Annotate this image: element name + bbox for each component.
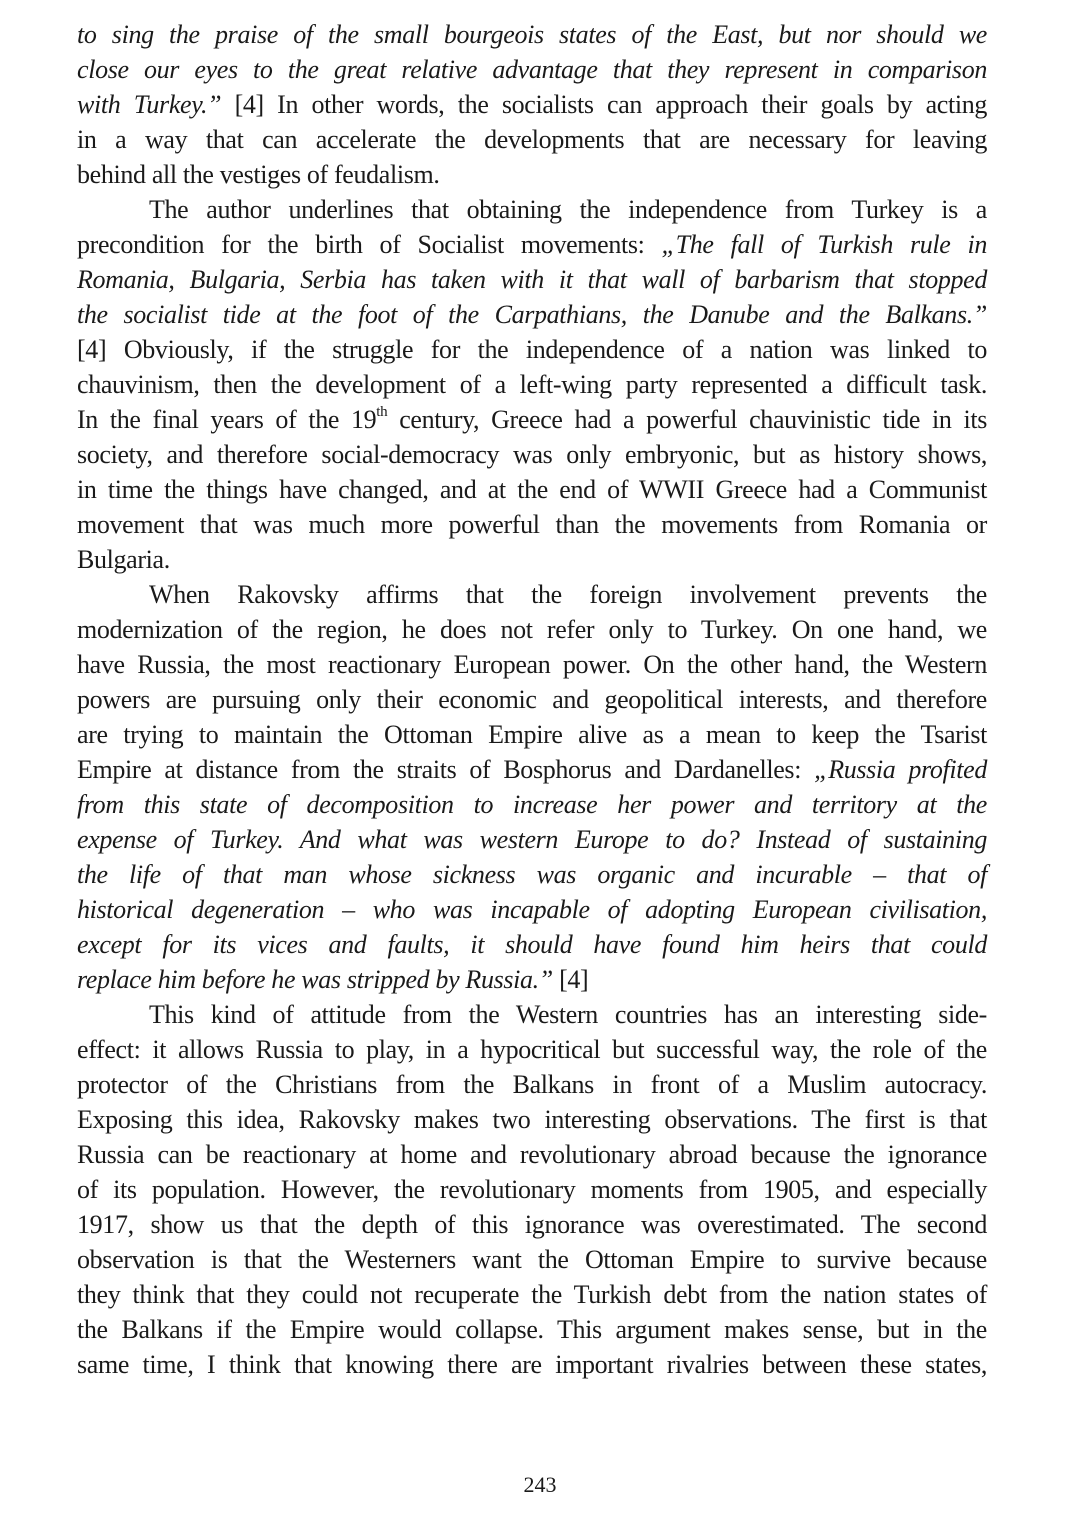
text-line: [77, 1277, 987, 1312]
quoted-italic-text: close our eyes to the great relative advantage that they represent in comparison: [77, 55, 987, 84]
text-line: [77, 227, 987, 262]
text-line: [77, 1032, 987, 1067]
line-content: [77, 1350, 987, 1379]
page-number: 243: [523, 1472, 557, 1497]
text-line: [77, 402, 987, 437]
text-line: [77, 367, 987, 402]
line-content: [77, 545, 170, 574]
page-body: [77, 17, 987, 1382]
line-content: [77, 615, 987, 644]
line-content: [77, 825, 987, 854]
line-content: [77, 1175, 987, 1204]
paragraph-first-line: [77, 997, 987, 1032]
quoted-italic-text: to sing the praise of the small bourgeois states of the East, but nor should we: [77, 20, 987, 49]
line-content: [77, 965, 588, 994]
line-content: [77, 300, 987, 329]
text-line: [77, 157, 987, 192]
text-line: [77, 542, 987, 577]
quoted-italic-text: „The fall of Turkish rule in: [661, 230, 987, 259]
text-line: [77, 1347, 987, 1382]
text-line: [77, 437, 987, 472]
text-line: [77, 717, 987, 752]
line-content: [77, 405, 987, 434]
text-line: [77, 332, 987, 367]
body-text: observation is that the Westerners want the Ottoman Empire to survive because: [77, 1245, 987, 1274]
paragraph-first-line: [77, 577, 987, 612]
text-line: [77, 682, 987, 717]
line-content: [149, 1000, 987, 1029]
body-text: This kind of attitude from the Western countries has an interesting side-: [149, 1000, 987, 1029]
body-text: are trying to maintain the Ottoman Empire alive as a mean to keep the Tsarist: [77, 720, 987, 749]
text-line: [77, 1312, 987, 1347]
line-content: [77, 125, 987, 154]
line-content: [149, 580, 987, 609]
text-line: [77, 1172, 987, 1207]
text-line: [77, 857, 987, 892]
text-line: [77, 612, 987, 647]
line-content: [77, 90, 987, 119]
line-content: [77, 1070, 987, 1099]
line-content: [77, 650, 987, 679]
text-line: [77, 87, 987, 122]
paragraph-first-line: [77, 192, 987, 227]
line-content: [77, 1105, 987, 1134]
text-line: [77, 52, 987, 87]
line-content: [77, 20, 987, 49]
body-text: [4]: [552, 965, 589, 994]
body-text: the Balkans if the Empire would collapse. This argument makes sense, but in the: [77, 1315, 987, 1344]
line-content: [77, 755, 987, 784]
line-content: [77, 1140, 987, 1169]
line-content: [77, 440, 987, 469]
body-text: in time the things have changed, and at the end of WWII Greece had a Communist: [77, 475, 987, 504]
quoted-italic-text: from this state of decomposition to increase her power and territory at the: [77, 790, 987, 819]
body-text: effect: it allows Russia to play, in a hypocritical but successful way, the role of the: [77, 1035, 987, 1064]
line-content: [77, 160, 440, 189]
line-content: [77, 1280, 987, 1309]
quoted-italic-text: except for its vices and faults, it should have found him heirs that could: [77, 930, 987, 959]
quoted-italic-text: with Turkey.”: [77, 90, 222, 119]
body-text: Empire at distance from the straits of Bosphorus and Dardanelles:: [77, 755, 815, 784]
line-content: [77, 895, 987, 924]
body-text: [4] In other words, the socialists can approach their goals by acting: [221, 90, 987, 119]
line-content: [77, 930, 987, 959]
quoted-italic-text: the socialist tide at the foot of the Carpathians, the Danube and the Balkans.”: [77, 300, 987, 329]
body-text: modernization of the region, he does not refer only to Turkey. On one hand, we: [77, 615, 987, 644]
text-line: [77, 1207, 987, 1242]
text-line: [77, 297, 987, 332]
line-content: [77, 510, 987, 539]
text-line: [77, 1067, 987, 1102]
line-content: [77, 475, 987, 504]
text-line: [77, 507, 987, 542]
text-line: [77, 892, 987, 927]
body-text: chauvinism, then the development of a left-wing party represented a difficult task.: [77, 370, 987, 399]
body-text: Exposing this idea, Rakovsky makes two interesting observations. The first is that: [77, 1105, 987, 1134]
quoted-italic-text: replace him before he was stripped by Russia.”: [77, 965, 553, 994]
body-text: The author underlines that obtaining the independence from Turkey is a: [149, 195, 987, 224]
text-line: [77, 822, 987, 857]
body-text: In the final years of the 19: [77, 405, 377, 434]
superscript-text: th: [376, 404, 388, 421]
body-text: behind all the vestiges of feudalism.: [77, 160, 440, 189]
line-content: [77, 860, 987, 889]
line-content: [77, 685, 987, 714]
body-text: society, and therefore social-democracy was only embryonic, but as history shows,: [77, 440, 987, 469]
body-text: precondition for the birth of Socialist movements:: [77, 230, 662, 259]
body-text: of its population. However, the revolutionary moments from 1905, and especially: [77, 1175, 987, 1204]
body-text: same time, I think that knowing there are important rivalries between these states,: [77, 1350, 987, 1379]
line-content: [77, 1210, 987, 1239]
text-line: [77, 752, 987, 787]
quoted-italic-text: the life of that man whose sickness was organic and incurable – that of: [77, 860, 987, 889]
text-line: [77, 647, 987, 682]
text-line: [77, 17, 987, 52]
text-line: [77, 122, 987, 157]
quoted-italic-text: „Russia profited: [814, 755, 987, 784]
body-text: protector of the Christians from the Balkans in front of a Muslim autocracy.: [77, 1070, 987, 1099]
body-text: powers are pursuing only their economic and geopolitical interests, and therefore: [77, 685, 987, 714]
line-content: [77, 790, 987, 819]
body-text: Russia can be reactionary at home and revolutionary abroad because the ignorance: [77, 1140, 987, 1169]
quoted-italic-text: expense of Turkey. And what was western Europe to do? Instead of sustaining: [77, 825, 987, 854]
line-content: [77, 230, 987, 259]
line-content: [77, 370, 987, 399]
line-content: [77, 720, 987, 749]
text-line: [77, 1137, 987, 1172]
line-content: [77, 1035, 987, 1064]
text-line: [77, 787, 987, 822]
text-line: [77, 1102, 987, 1137]
quoted-italic-text: historical degeneration – who was incapable of adopting European civilisation,: [77, 895, 987, 924]
body-text: When Rakovsky affirms that the foreign involvement prevents the: [149, 580, 987, 609]
body-text: have Russia, the most reactionary European power. On the other hand, the Western: [77, 650, 987, 679]
text-line: [77, 927, 987, 962]
body-text: in a way that can accelerate the developments that are necessary for leaving: [77, 125, 987, 154]
line-content: [77, 1315, 987, 1344]
line-content: [77, 265, 987, 294]
body-text: movement that was much more powerful than the movements from Romania or: [77, 510, 987, 539]
text-line: [77, 262, 987, 297]
body-text: 1917, show us that the depth of this ignorance was overestimated. The second: [77, 1210, 987, 1239]
body-text: century, Greece had a powerful chauvinistic tide in its: [387, 405, 987, 434]
line-content: [77, 55, 987, 84]
body-text: Bulgaria.: [77, 545, 170, 574]
line-content: [149, 195, 987, 224]
text-line: [77, 472, 987, 507]
body-text: [4] Obviously, if the struggle for the independence of a nation was linked to: [77, 335, 987, 364]
body-text: they think that they could not recuperate the Turkish debt from the nation states of: [77, 1280, 987, 1309]
text-line: [77, 1242, 987, 1277]
line-content: [77, 1245, 987, 1274]
text-line: [77, 962, 987, 997]
quoted-italic-text: Romania, Bulgaria, Serbia has taken with it that wall of barbarism that stopped: [77, 265, 987, 294]
line-content: [77, 335, 987, 364]
